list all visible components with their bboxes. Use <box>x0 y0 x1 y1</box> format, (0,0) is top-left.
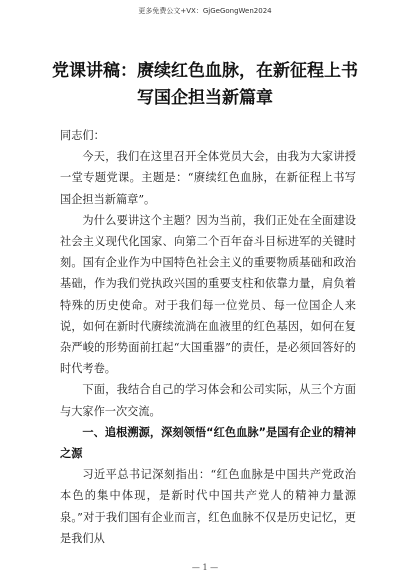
title-line-2: 写国企担当新篇章 <box>137 88 273 108</box>
salutation: 同志们： <box>60 129 105 142</box>
paragraph: 下面，我结合自己的学习体会和公司实际，从三个方面与大家作一次交流。 <box>60 383 356 418</box>
page-number: — 1 — <box>191 563 219 572</box>
header-note: 更多免费公文+VX：GjGeGongWen2024 <box>138 7 272 15</box>
title-line-1: 党课讲稿：赓续红色血脉，在新征程上书 <box>52 61 358 81</box>
paragraph: 为什么要讲这个主题？因为当前，我们正处在全面建设社会主义现代化国家、向第二个百年奋斗目标进军的关键时刻。国有企业作为中国特色社会主义的重要物质基础和政治基础，作为我们党执政兴国的重要支柱和依靠力量，肩负着特殊的历史使命。对于我们每一位党员、每一位国企人来说，如何在新时代赓续流淌在血液里的红色基因，如何在复杂严峻的形势面前扛起“大国重器”的责任，是必须回答好的时代考卷。 <box>60 213 356 376</box>
document-title <box>40 58 370 112</box>
section-heading: 一、追根溯源，深刻领悟“红色血脉”是国有企业的精神之源 <box>60 425 356 461</box>
paragraph: 今天，我们在这里召开全体党员大会，由我为大家讲授一堂专题党课。主题是：“赓续红色血脉，在新征程上书写国企担当新篇章”。 <box>60 150 356 206</box>
document-body <box>60 125 356 549</box>
paragraph: 习近平总书记深刻指出：“红色血脉是中国共产党政治本色的集中体现，是新时代中国共产党人的精神力量源泉。”对于我们国有企业而言，红色血脉不仅是历史记忆，更是我们从 <box>60 468 356 545</box>
